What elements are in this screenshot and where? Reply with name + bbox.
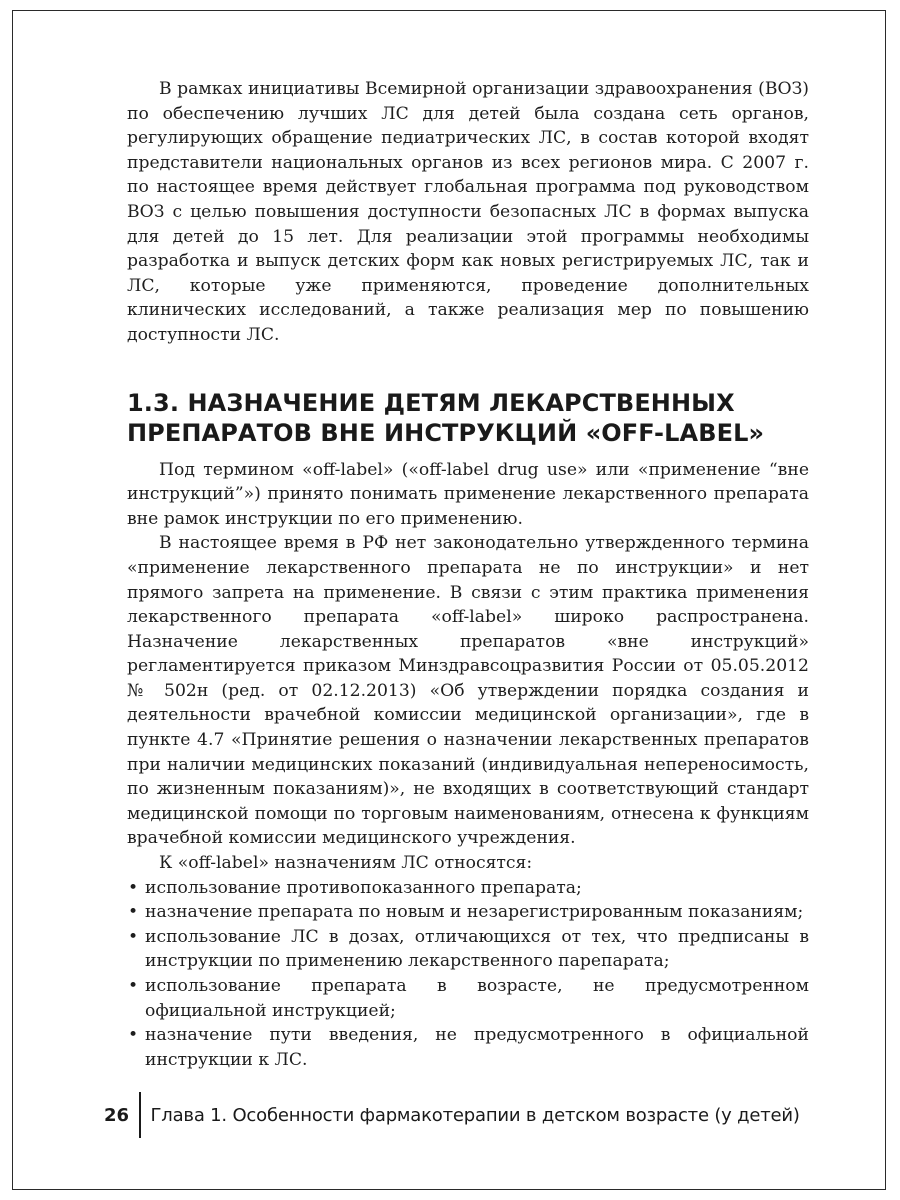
- list-item: [127, 974, 809, 1023]
- list-item-text: использование противопоказанного препарата;: [145, 877, 582, 898]
- bullet-icon: •: [128, 1025, 139, 1046]
- list-intro-paragraph: К «off-label» назначениям ЛС относятся:: [159, 853, 533, 874]
- section-heading: [127, 388, 809, 448]
- definition-paragraph: Под термином «off-label» («off-label drug use» или «применение “вне инструкций”») принято понимать применение лекарственного препарата вне рамок инструкции по его применению.: [127, 459, 809, 529]
- page-footer: [93, 1091, 800, 1139]
- page-body: [127, 77, 809, 1072]
- running-chapter-title: Глава 1. Особенности фармакотерапии в детском возрасте (у детей): [150, 1104, 800, 1126]
- list-item: [127, 1023, 809, 1072]
- list-item-text: использование препарата в возрасте, не предусмотренном официальной инструкцией;: [145, 976, 809, 1021]
- section-heading-line-2: ПРЕПАРАТОВ ВНЕ ИНСТРУКЦИЙ «OFF-LABEL»: [127, 418, 765, 447]
- bullet-icon: •: [128, 926, 139, 947]
- bullet-icon: •: [128, 877, 139, 898]
- intro-paragraph: В рамках инициативы Всемирной организации здравоохранения (ВОЗ) по обеспечению лучших ЛС для детей была создана сеть органов, регулирующих обращение педиатрических ЛС, в состав которой входят представители национальных органов из всех регионов мира. С 2007 г. по настоящее время действует глобальная программа под руководством ВОЗ с целью повышения доступности безопасных ЛС в формах выпуска для детей до 15 лет. Для реализации этой программы необходимы разработка и выпуск детских форм как новых регистрируемых ЛС, так и ЛС, которые уже применяются, проведение дополнительных клинических исследований, а также реализация мер по повышению доступности ЛС.: [127, 79, 809, 345]
- section-heading-line-1: 1.3. НАЗНАЧЕНИЕ ДЕТЯМ ЛЕКАРСТВЕННЫХ: [127, 388, 735, 417]
- page-number: 26: [103, 1104, 129, 1126]
- book-page: [12, 10, 886, 1190]
- list-item: [127, 925, 809, 974]
- off-label-list: [127, 876, 809, 1073]
- regulation-paragraph: В настоящее время в РФ нет законодательно утвержденного термина «применение лекарственного препарата не по инструкции» и нет прямого запрета на применение. В связи с этим практика применения лекарственного препарата «off-label» широко распространена. Назначение лекарственных препаратов «вне инструкций» регламентируется приказом Минздравсоцразвития России от 05.05.2012 № 502н (ред. от 02.12.2013) «Об утверждении порядка создания и деятельности врачебной комиссии медицинской организации», где в пункте 4.7 «Принятие решения о назначении лекарственных препаратов при наличии медицинских показаний (индивидуальная непереносимость, по жизненным показаниям)», не входящих в соответствующий стандарт медицинской помощи по торговым наименованиям, отнесена к функциям врачебной комиссии медицинского учреждения.: [127, 533, 809, 849]
- list-item: [127, 900, 809, 925]
- list-item-text: назначение пути введения, не предусмотренного в официальной инструкции к ЛС.: [145, 1025, 809, 1070]
- bullet-icon: •: [128, 976, 139, 996]
- list-item-text: использование ЛС в дозах, отличающихся от тех, что предписаны в инструкции по применению лекарственного парепарата;: [145, 926, 809, 972]
- list-item: [127, 876, 809, 901]
- bullet-icon: •: [128, 902, 139, 923]
- footer-divider: [139, 1092, 141, 1138]
- list-item-text: назначение препарата по новым и незарегистрированным показаниям;: [145, 902, 804, 923]
